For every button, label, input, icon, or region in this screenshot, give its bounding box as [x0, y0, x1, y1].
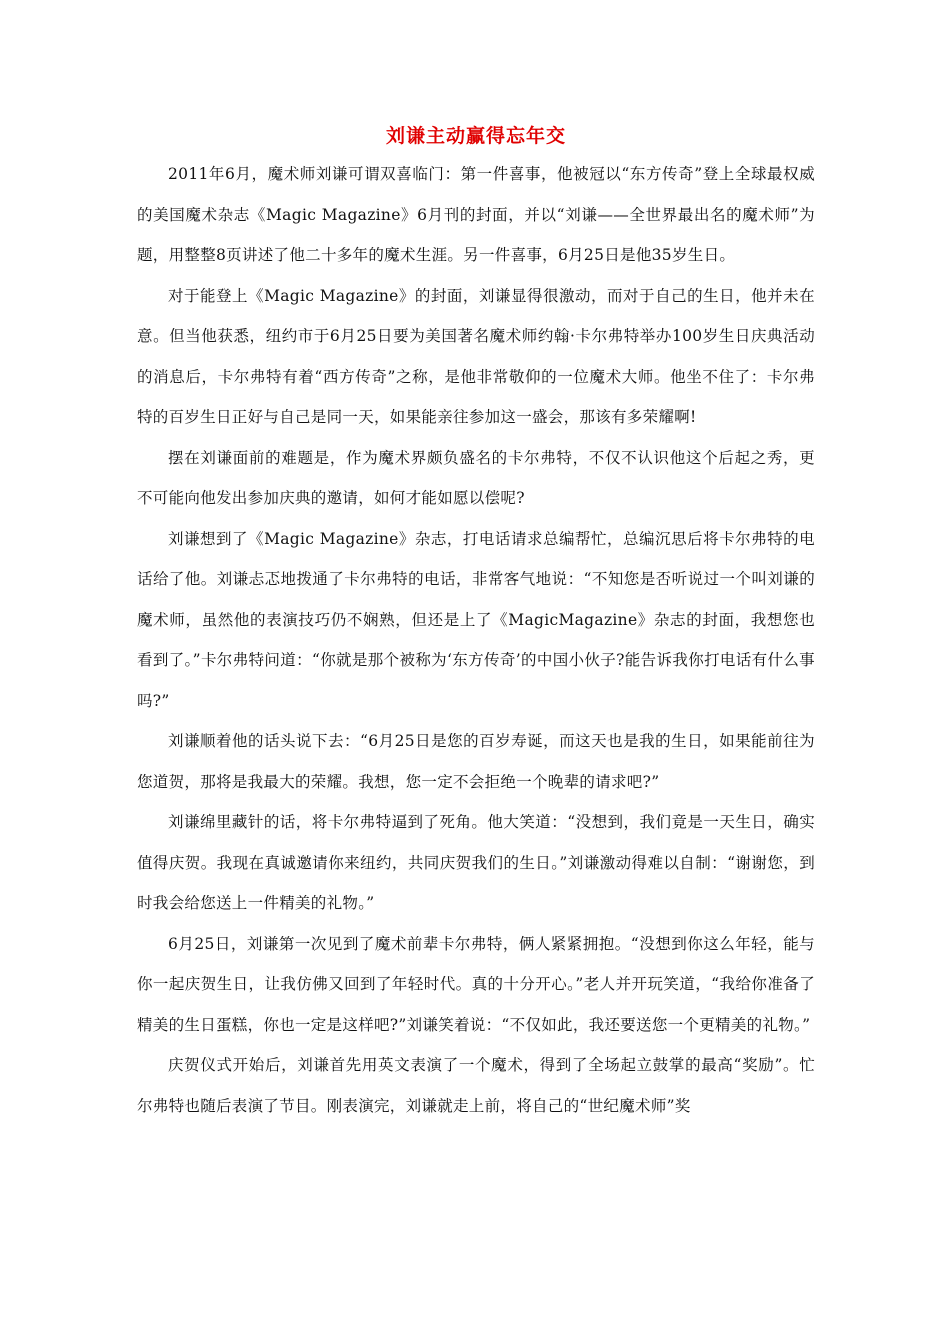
article-paragraph-4: 刘谦想到了《Magic Magazine》杂志，打电话请求总编帮忙，总编沉思后将卡尔弗特的电话给了他。刘谦忐忑地拨通了卡尔弗特的电话，非常客气地说：“不知您是否听说过一个叫刘谦的魔术师，虽然他的表演技巧仍不娴熟，但还是上了《MagicMagazine》杂志的封面，我想您也看到了。”卡尔弗特问道：“你就是那个被称为‘东方传奇’的中国小伙子?能告诉我你打电话有什么事吗?” [137, 529, 815, 710]
article-paragraph-6: 刘谦绵里藏针的话，将卡尔弗特逼到了死角。他大笑道：“没想到，我们竟是一天生日，确实值得庆贺。我现在真诚邀请你来纽约，共同庆贺我们的生日。”刘谦激动得难以自制：“谢谢您，到时我会给您送上一件精美的礼物。” [137, 813, 815, 912]
article-body [137, 154, 815, 1126]
document-page [137, 118, 815, 1126]
article-paragraph-8: 庆贺仪式开始后，刘谦首先用英文表演了一个魔术，得到了全场起立鼓掌的最高“奖励”。忙尔弗特也随后表演了节目。刚表演完，刘谦就走上前，将自己的“世纪魔术师”奖 [137, 1056, 815, 1115]
article-paragraph-1: 2011年6月，魔术师刘谦可谓双喜临门：第一件喜事，他被冠以“东方传奇”登上全球最权威的美国魔术杂志《Magic Magazine》6月刊的封面，并以“刘谦——全世界最出名的魔术师”为题，用整整8页讲述了他二十多年的魔术生涯。另一件喜事，6月25日是他35岁生日。 [137, 165, 815, 264]
article-paragraph-2: 对于能登上《Magic Magazine》的封面，刘谦显得很激动，而对于自己的生日，他并未在意。但当他获悉，纽约市于6月25日要为美国著名魔术师约翰·卡尔弗特举办100岁生日庆典活动的消息后，卡尔弗特有着“西方传奇”之称，是他非常敬仰的一位魔术大师。他坐不住了：卡尔弗特的百岁生日正好与自己是同一天，如果能亲往参加这一盛会，那该有多荣耀啊! [137, 286, 815, 426]
article-paragraph-7: 6月25日，刘谦第一次见到了魔术前辈卡尔弗特，俩人紧紧拥抱。“没想到你这么年轻，能与你一起庆贺生日，让我仿佛又回到了年轻时代。真的十分开心。”老人并开玩笑道，“我给你准备了精美的生日蛋糕，你也一定是这样吧?”刘谦笑着说：“不仅如此，我还要送您一个更精美的礼物。” [137, 934, 815, 1034]
article-paragraph-5: 刘谦顺着他的话头说下去：“6月25日是您的百岁寿诞，而这天也是我的生日，如果能前往为您道贺，那将是我最大的荣耀。我想，您一定不会拒绝一个晚辈的请求吧?” [137, 732, 815, 791]
article-paragraph-3: 摆在刘谦面前的难题是，作为魔术界颇负盛名的卡尔弗特，不仅不认识他这个后起之秀，更不可能向他发出参加庆典的邀请，如何才能如愿以偿呢? [137, 448, 815, 507]
article-title: 刘谦主动赢得忘年交 [385, 125, 566, 147]
